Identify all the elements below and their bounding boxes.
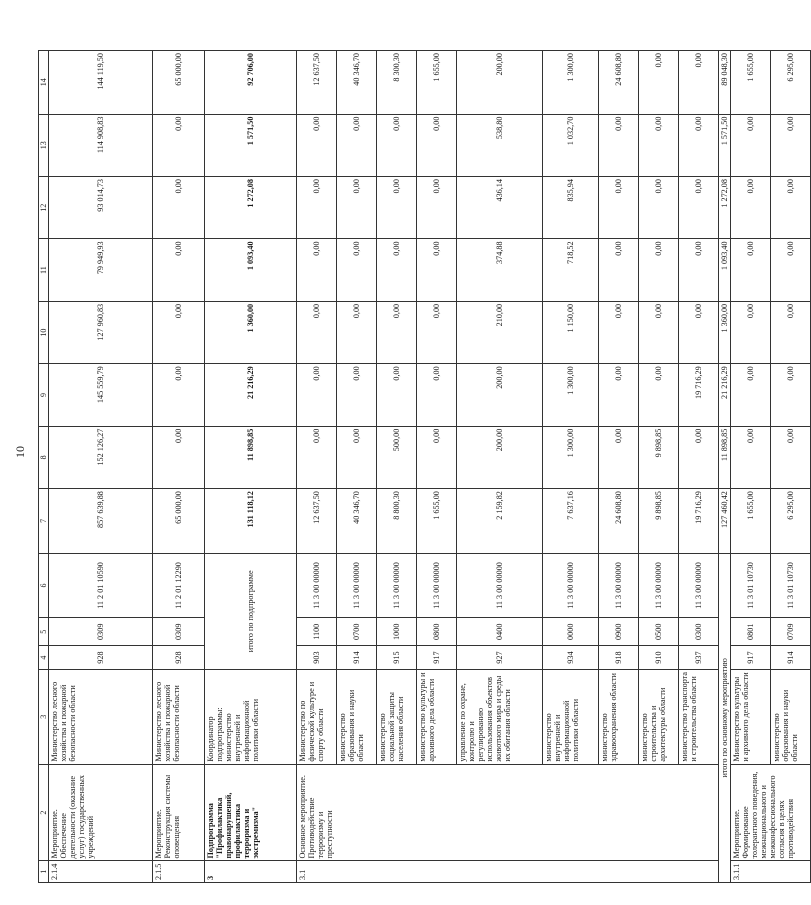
event-total-label: итого по основному мероприятию [719, 553, 731, 882]
amount-year: 835,94 [543, 177, 599, 239]
amount-year: 0,00 [731, 177, 771, 239]
amount-year: 144 119,50 [49, 51, 153, 115]
amount-year: 0,00 [679, 426, 719, 488]
table-row [417, 51, 457, 883]
amount-year: 0,00 [417, 301, 457, 363]
section-code: 0309 [49, 618, 153, 646]
executor-name: министерство внутренней и информационной политики области [543, 669, 599, 764]
amount-year: 0,00 [639, 301, 679, 363]
executor-name: министерство культуры и архивного дела области [417, 669, 457, 764]
amount-year: 0,00 [417, 114, 457, 176]
section-code: 0400 [457, 618, 543, 646]
amount-year: 11 898,85 [205, 426, 297, 488]
amount-year: 114 908,83 [49, 114, 153, 176]
col-number: 2 [39, 764, 49, 861]
col-number: 6 [39, 553, 49, 618]
amount-year: 9 898,85 [639, 426, 679, 488]
amount-year: 1 655,00 [417, 51, 457, 115]
executor-name: Министерство по физической культуре и спорту области [297, 669, 337, 764]
col-number: 10 [39, 301, 49, 363]
amount-year: 0,00 [599, 177, 639, 239]
amount-year: 0,00 [771, 301, 811, 363]
amount-year: 19 716,29 [679, 364, 719, 426]
amount-year: 127 960,83 [49, 301, 153, 363]
row-number: 3.1 [297, 861, 719, 883]
amount-year: 1 272,08 [205, 177, 297, 239]
amount-year: 0,00 [599, 426, 639, 488]
col-number: 11 [39, 239, 49, 301]
amount-year: 0,00 [337, 177, 377, 239]
section-code: 1100 [297, 618, 337, 646]
amount-year: 0,00 [377, 301, 417, 363]
amount-year: 0,00 [599, 114, 639, 176]
amount-year: 24 608,80 [599, 51, 639, 115]
amount-year: 200,00 [457, 364, 543, 426]
executor-name: министерство транспорта и строительства области [679, 669, 719, 764]
amount-year: 0,00 [771, 114, 811, 176]
section-code: 0309 [153, 618, 205, 646]
col-number: 3 [39, 669, 49, 764]
amount-year: 89 048,30 [719, 51, 731, 115]
amount-year: 152 126,27 [49, 426, 153, 488]
amount-total: 1 655,00 [417, 489, 457, 554]
section-code: 0700 [337, 618, 377, 646]
amount-year: 0,00 [377, 364, 417, 426]
amount-year: 0,00 [153, 301, 205, 363]
ministry-code: 917 [417, 646, 457, 670]
amount-year: 1 360,00 [719, 301, 731, 363]
amount-year: 0,00 [417, 426, 457, 488]
amount-year: 0,00 [599, 239, 639, 301]
col-number: 4 [39, 646, 49, 670]
table-row [377, 51, 417, 883]
executor-name: министерство образования и науки области [771, 669, 811, 764]
amount-year: 12 637,50 [297, 51, 337, 115]
amount-total: 1 655,00 [731, 489, 771, 554]
amount-year: 0,00 [417, 364, 457, 426]
executor-name: Министерство лесного хозяйства и пожарной безопасности области [153, 669, 205, 764]
amount-year: 0,00 [377, 114, 417, 176]
amount-year: 0,00 [771, 239, 811, 301]
amount-year: 0,00 [153, 114, 205, 176]
amount-year: 0,00 [337, 239, 377, 301]
subprogram-name: Подпрограмма "Профилактика правонарушений, профилактика терроризма и экстремизма" [205, 764, 297, 861]
section-code: 0801 [731, 618, 771, 646]
table-row [679, 51, 719, 883]
ministry-code: 903 [297, 646, 337, 670]
target-article-code: 11 3 00 00000 [639, 553, 679, 618]
target-article-code: 11 3 01 10730 [731, 553, 771, 618]
amount-year: 0,00 [153, 364, 205, 426]
event-name: Мероприятие. Формирование толерантного поведения, межнационального и межконфессионального согласия в целях противодействия [731, 764, 811, 861]
amount-year: 0,00 [599, 364, 639, 426]
amount-year: 0,00 [377, 239, 417, 301]
col-number: 9 [39, 364, 49, 426]
ministry-code: 915 [377, 646, 417, 670]
target-article-code: 11 3 00 00000 [297, 553, 337, 618]
rotated-page [38, 50, 799, 883]
amount-year: 0,00 [679, 301, 719, 363]
table-row [153, 51, 205, 883]
amount-year: 0,00 [297, 177, 337, 239]
amount-year: 0,00 [153, 239, 205, 301]
amount-year: 40 346,70 [337, 51, 377, 115]
table-row [599, 51, 639, 883]
amount-year: 0,00 [771, 177, 811, 239]
amount-year: 0,00 [599, 301, 639, 363]
ministry-code: 917 [731, 646, 771, 670]
amount-year: 0,00 [153, 177, 205, 239]
amount-year: 1 571,50 [205, 114, 297, 176]
ministry-code: 910 [639, 646, 679, 670]
section-code: 0900 [599, 618, 639, 646]
amount-total: 7 637,16 [543, 489, 599, 554]
amount-total: 19 716,29 [679, 489, 719, 554]
table-row [639, 51, 679, 883]
row-number: 3.1.1 [731, 861, 811, 883]
amount-year: 1 032,70 [543, 114, 599, 176]
table-row [543, 51, 599, 883]
amount-year: 8 300,30 [377, 51, 417, 115]
amount-year: 0,00 [297, 301, 337, 363]
ministry-code: 927 [457, 646, 543, 670]
ministry-code: 937 [679, 646, 719, 670]
amount-year: 0,00 [297, 239, 337, 301]
amount-year: 0,00 [297, 364, 337, 426]
amount-year: 200,00 [457, 51, 543, 115]
col-number: 1 [39, 861, 49, 883]
amount-year: 6 295,00 [771, 51, 811, 115]
table-row [719, 51, 731, 883]
executor-name: Министерство лесного хозяйства и пожарной безопасности области [49, 669, 153, 764]
amount-year: 65 000,00 [153, 51, 205, 115]
coordinator-name: Координатор подпрограммы: министерство внутренней и информационной политики области [205, 669, 297, 764]
amount-year: 0,00 [153, 426, 205, 488]
amount-year: 0,00 [679, 114, 719, 176]
target-article-code: 11 3 00 00000 [457, 553, 543, 618]
amount-year: 79 949,93 [49, 239, 153, 301]
amount-year: 1 300,00 [543, 426, 599, 488]
amount-year: 0,00 [731, 114, 771, 176]
amount-year: 0,00 [731, 364, 771, 426]
col-number: 12 [39, 177, 49, 239]
col-number: 7 [39, 489, 49, 554]
amount-year: 0,00 [639, 364, 679, 426]
target-article-code: 11 3 00 00000 [377, 553, 417, 618]
col-number: 8 [39, 426, 49, 488]
table-row [771, 51, 811, 883]
table-row [457, 51, 543, 883]
amount-year: 11 898,85 [719, 426, 731, 488]
col-number: 14 [39, 51, 49, 115]
ministry-code: 928 [153, 646, 205, 670]
event-name: Мероприятие. Обеспечение деятельности (оказание услуг) государственных учреждений [49, 764, 153, 861]
section-code: 0500 [639, 618, 679, 646]
executor-name: Министерство культуры и архивного дела области [731, 669, 771, 764]
amount-total: 65 000,00 [153, 489, 205, 554]
amount-year: 500,00 [377, 426, 417, 488]
amount-year: 0,00 [679, 239, 719, 301]
amount-year: 0,00 [297, 426, 337, 488]
amount-year: 718,52 [543, 239, 599, 301]
amount-year: 145 559,79 [49, 364, 153, 426]
amount-year: 21 216,29 [719, 364, 731, 426]
amount-year: 1 093,40 [205, 239, 297, 301]
row-number: 3 [205, 861, 297, 883]
target-article-code: 11 2 01 12290 [153, 553, 205, 618]
section-code: 0709 [771, 618, 811, 646]
amount-year: 0,00 [337, 426, 377, 488]
executor-name: управление по охране, контролю и регулированию использования объектов животного мира и среды их обитания области [457, 669, 543, 764]
row-number: 2.1.4 [49, 861, 153, 883]
ministry-code: 928 [49, 646, 153, 670]
executor-name: министерство строительства и архитектуры области [639, 669, 679, 764]
col-number: 5 [39, 618, 49, 646]
amount-year: 0,00 [417, 177, 457, 239]
amount-year: 0,00 [679, 177, 719, 239]
amount-year: 1 300,00 [543, 51, 599, 115]
amount-total: 127 460,42 [719, 489, 731, 554]
column-number-row [39, 51, 49, 883]
amount-year: 21 216,29 [205, 364, 297, 426]
amount-year: 1 360,00 [205, 301, 297, 363]
target-article-code: 11 3 00 00000 [337, 553, 377, 618]
event-name: Мероприятие. Реконструкция системы оповещения [153, 764, 205, 861]
amount-total: 24 608,80 [599, 489, 639, 554]
target-article-code: 11 3 00 00000 [599, 553, 639, 618]
col-number: 13 [39, 114, 49, 176]
target-article-code: 11 3 00 00000 [679, 553, 719, 618]
section-code: 0300 [679, 618, 719, 646]
page-number: 10 [13, 446, 27, 458]
amount-year: 92 706,00 [205, 51, 297, 115]
amount-year: 1 272,08 [719, 177, 731, 239]
amount-total: 131 118,12 [205, 489, 297, 554]
amount-total: 40 346,70 [337, 489, 377, 554]
section-code: 0800 [417, 618, 457, 646]
amount-year: 210,00 [457, 301, 543, 363]
row-number: 2.1.5 [153, 861, 205, 883]
amount-total: 12 637,50 [297, 489, 337, 554]
ministry-code: 934 [543, 646, 599, 670]
target-article-code: 11 2 01 10590 [49, 553, 153, 618]
table-row [731, 51, 771, 883]
ministry-code: 914 [337, 646, 377, 670]
amount-year: 436,14 [457, 177, 543, 239]
amount-year: 1 655,00 [731, 51, 771, 115]
amount-year: 200,00 [457, 426, 543, 488]
amount-year: 0,00 [297, 114, 337, 176]
amount-year: 0,00 [639, 239, 679, 301]
amount-year: 0,00 [731, 239, 771, 301]
amount-year: 93 014,73 [49, 177, 153, 239]
table-row [49, 51, 153, 883]
amount-year: 1 150,00 [543, 301, 599, 363]
ministry-code: 914 [771, 646, 811, 670]
amount-year: 0,00 [639, 114, 679, 176]
amount-year: 0,00 [639, 51, 679, 115]
amount-year: 0,00 [771, 364, 811, 426]
amount-year: 0,00 [337, 114, 377, 176]
ministry-code: 918 [599, 646, 639, 670]
executor-name: министерство образования и науки области [337, 669, 377, 764]
amount-year: 0,00 [337, 301, 377, 363]
amount-year: 1 300,00 [543, 364, 599, 426]
event-name: Основное мероприятие. Противодействие терроризму и преступности [297, 764, 719, 861]
table-row [297, 51, 337, 883]
amount-year: 0,00 [679, 51, 719, 115]
amount-year: 1 571,50 [719, 114, 731, 176]
amount-year: 0,00 [731, 301, 771, 363]
amount-year: 538,80 [457, 114, 543, 176]
amount-year: 0,00 [377, 177, 417, 239]
target-article-code: 11 3 00 00000 [543, 553, 599, 618]
target-article-code: 11 3 01 10730 [771, 553, 811, 618]
amount-total: 8 800,30 [377, 489, 417, 554]
amount-year: 374,88 [457, 239, 543, 301]
budget-table [38, 50, 811, 883]
executor-name: министерство здравоохранения области [599, 669, 639, 764]
amount-year: 0,00 [337, 364, 377, 426]
amount-year: 0,00 [639, 177, 679, 239]
amount-total: 6 295,00 [771, 489, 811, 554]
amount-total: 9 898,85 [639, 489, 679, 554]
table-row [205, 51, 297, 883]
amount-year: 1 093,40 [719, 239, 731, 301]
subprogram-total-label: итого по подпрограмме [205, 553, 297, 669]
amount-year: 0,00 [731, 426, 771, 488]
amount-total: 2 159,82 [457, 489, 543, 554]
target-article-code: 11 3 00 00000 [417, 553, 457, 618]
amount-total: 857 639,88 [49, 489, 153, 554]
amount-year: 0,00 [771, 426, 811, 488]
section-code: 0000 [543, 618, 599, 646]
section-code: 1000 [377, 618, 417, 646]
executor-name: министерство социальной защиты населения области [377, 669, 417, 764]
amount-year: 0,00 [417, 239, 457, 301]
table-row [337, 51, 377, 883]
